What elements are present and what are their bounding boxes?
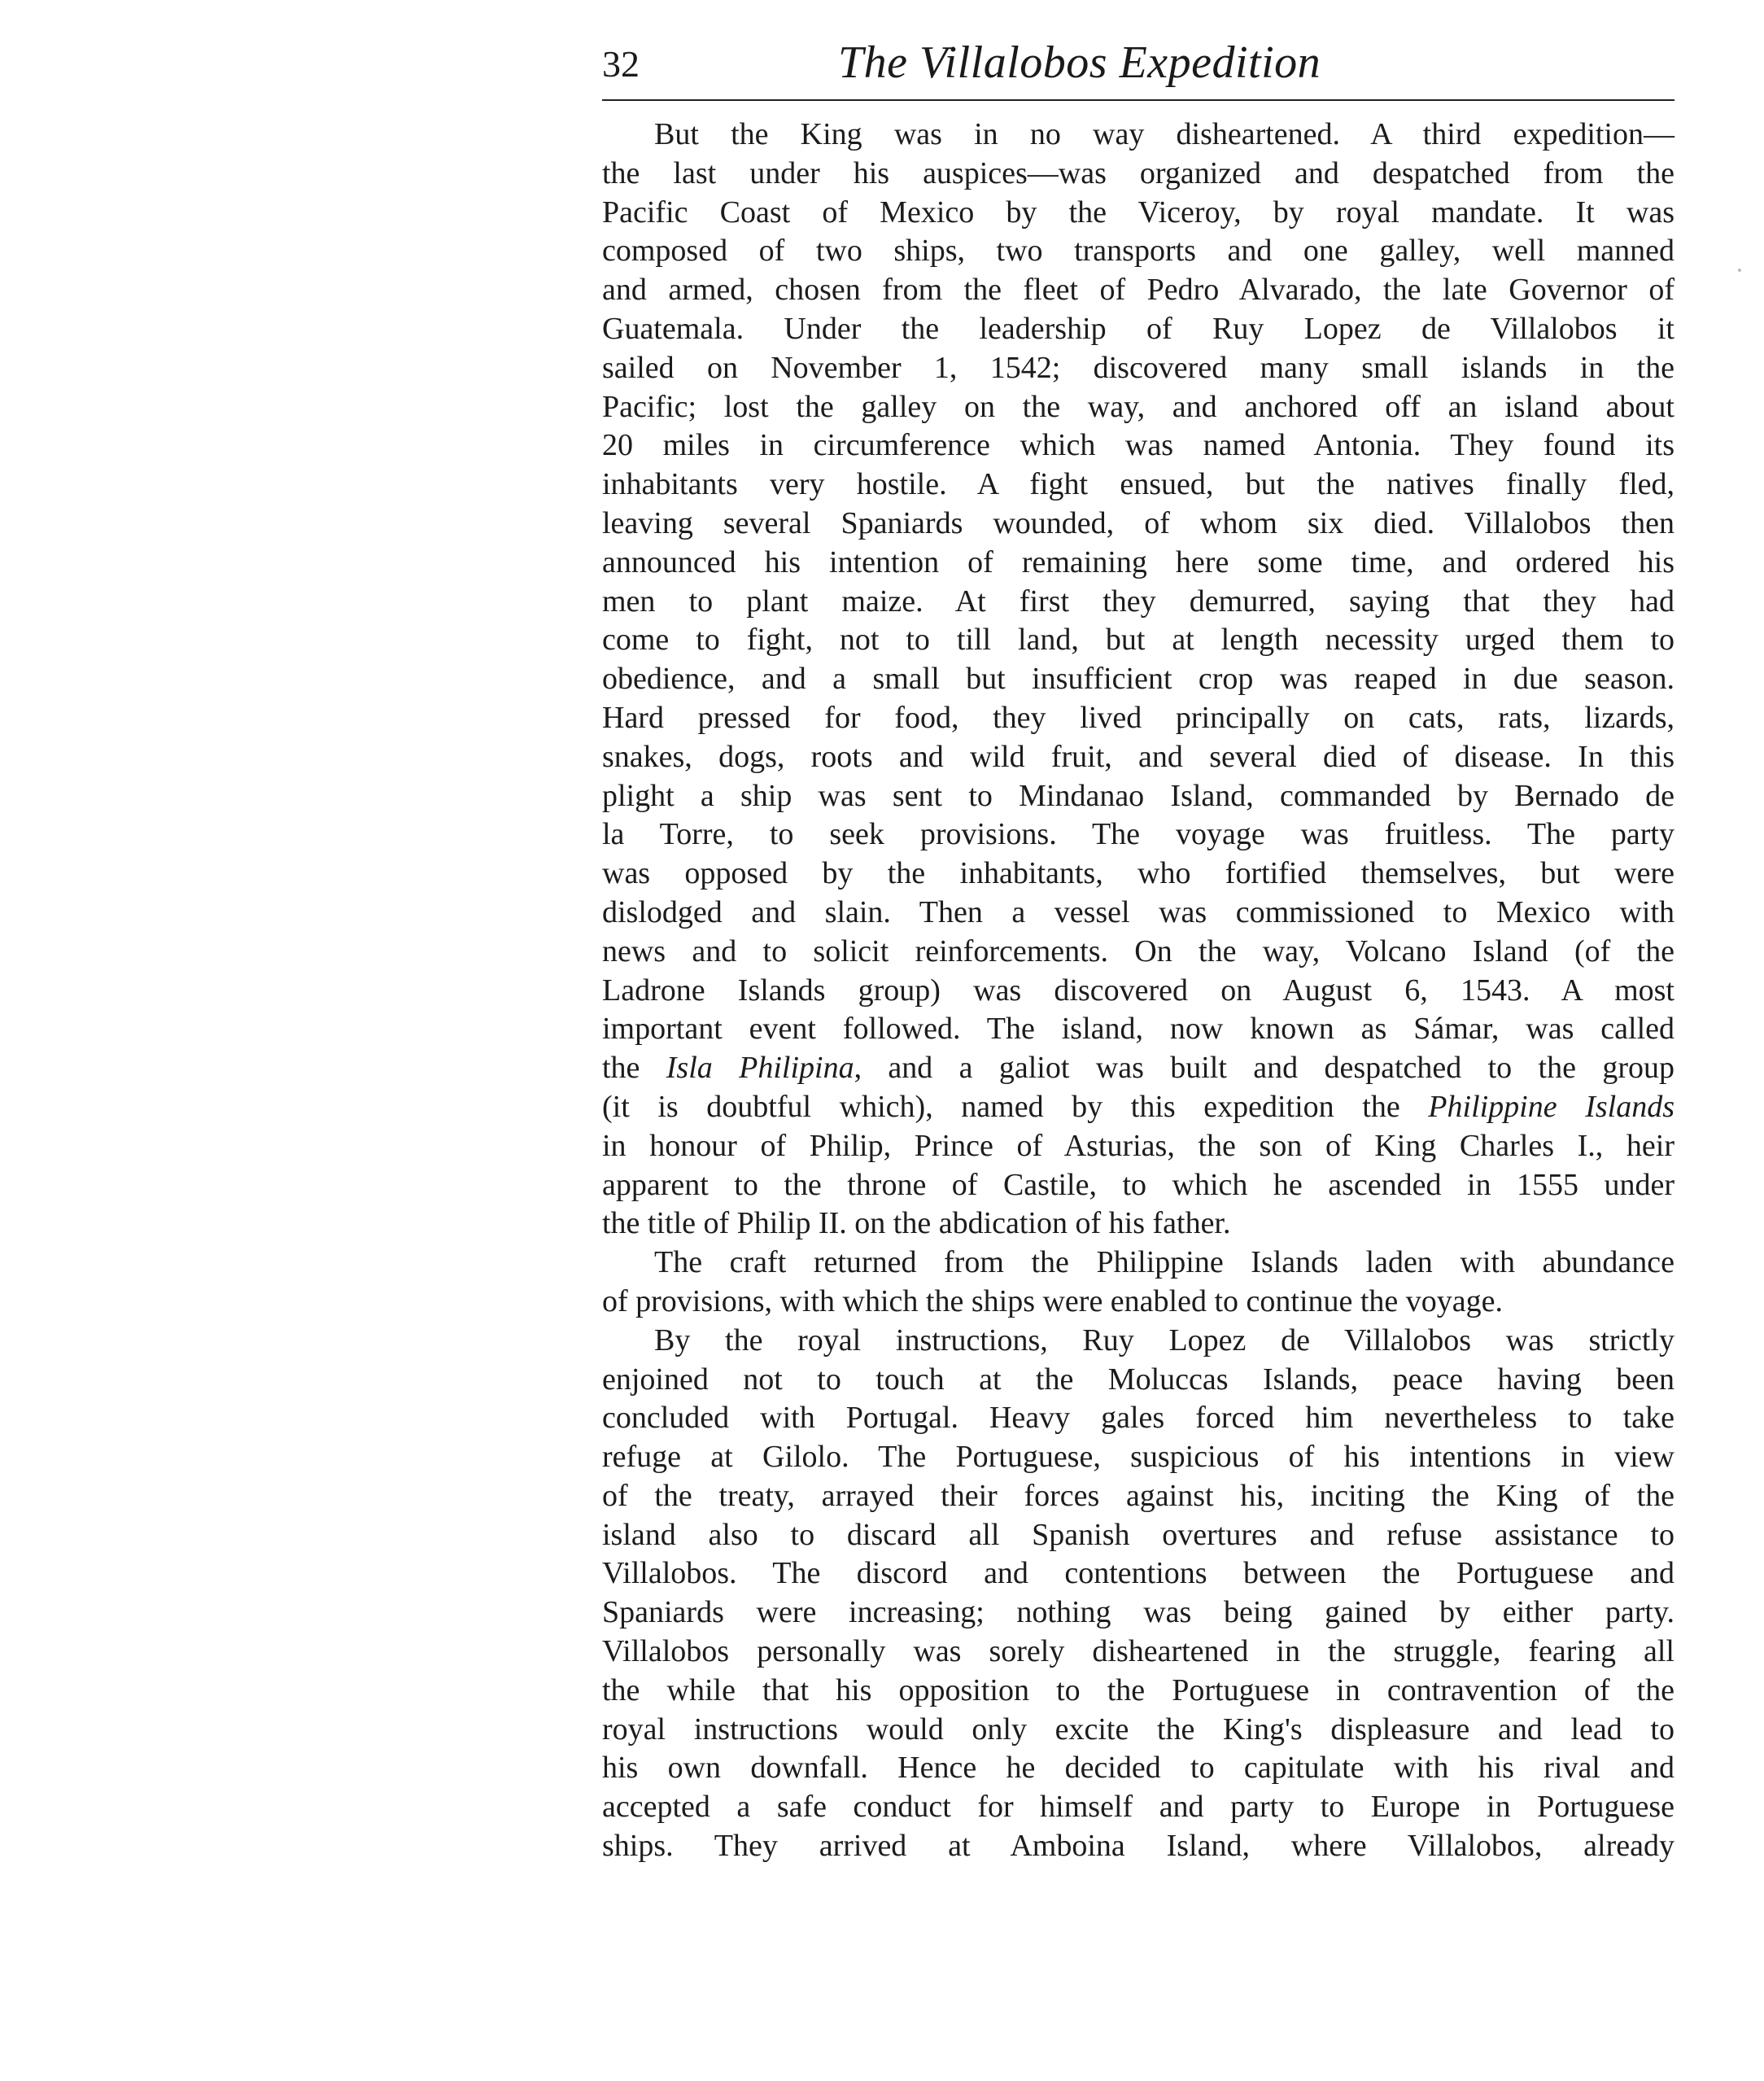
text-line: leaving several Spaniards wounded, of whom six died. Villalobos then: [602, 505, 1674, 540]
text-line: important event followed. The island, now known as Sámar, was called: [602, 1012, 1674, 1047]
paragraph-1: [602, 116, 1674, 1244]
text-line: the last under his auspices—was organized and despatched from the: [602, 155, 1674, 190]
text-fragment: the: [602, 1051, 666, 1086]
text-line: of provisions, with which the ships were enabled to continue the voyage.: [602, 1283, 1504, 1318]
text-line: But the King was in no way disheartened. A third expedition—: [654, 117, 1674, 151]
scan-speck: [1738, 269, 1741, 272]
text-line: Pacific; lost the galley on the way, and anchored off an island about: [602, 389, 1674, 424]
text-line: the while that his opposition to the Portuguese in contravention of the: [602, 1672, 1674, 1707]
text-line: snakes, dogs, roots and wild fruit, and several died of disease. In this: [602, 739, 1674, 774]
text-line: Pacific Coast of Mexico by the Viceroy, by royal mandate. It was: [602, 195, 1674, 230]
text-line: sailed on November 1, 1542; discovered many small islands in the: [602, 350, 1674, 385]
body-text: [602, 116, 1674, 1866]
text-line: obedience, and a small but insufficient crop was reaped in due season.: [602, 662, 1674, 697]
text-line: the title of Philip II. on the abdication of his father.: [602, 1206, 1231, 1241]
header-rule: [602, 99, 1674, 101]
text-line: refuge at Gilolo. The Portuguese, suspicious of his intentions in view: [602, 1440, 1674, 1475]
text-line: in honour of Philip, Prince of Asturias, the son of King Charles I., heir: [602, 1128, 1674, 1163]
text-line: island also to discard all Spanish overtures and refuse assistance to: [602, 1517, 1674, 1552]
running-head: [602, 33, 1674, 98]
text-line: enjoined not to touch at the Moluccas Islands, peace having been: [602, 1362, 1674, 1397]
text-line: [602, 1088, 1674, 1127]
text-line: of the treaty, arrayed their forces against his, inciting the King of the: [602, 1478, 1674, 1513]
text-line: Villalobos. The discord and contentions between the Portuguese and: [602, 1556, 1674, 1591]
italic-term-isla-philipina: Isla Philipina: [666, 1051, 854, 1086]
text-line: Spaniards were increasing; nothing was being gained by either party.: [602, 1595, 1674, 1630]
text-line: come to fight, not to till land, but at length necessity urged them to: [602, 623, 1674, 658]
paragraph-2: [602, 1244, 1674, 1322]
text-line: ships. They arrived at Amboina Island, where Villalobos, already: [602, 1829, 1674, 1864]
page-number: 32: [602, 43, 640, 85]
text-line: 20 miles in circumference which was named Antonia. They found its: [602, 428, 1674, 463]
text-line: By the royal instructions, Ruy Lopez de Villalobos was strictly: [654, 1322, 1674, 1357]
text-line: [602, 1049, 1674, 1088]
text-line: apparent to the throne of Castile, to which he ascended in 1555 under: [602, 1167, 1674, 1202]
text-line: his own downfall. Hence he decided to capitulate with his rival and: [602, 1751, 1674, 1786]
text-fragment: (it is doubtful which), named by this expedition the: [602, 1089, 1429, 1124]
italic-term-philippine-islands: Philippine Islands: [1428, 1089, 1674, 1124]
text-line: inhabitants very hostile. A fight ensued, but the natives finally fled,: [602, 467, 1674, 502]
text-line: Guatemala. Under the leadership of Ruy Lopez de Villalobos it: [602, 311, 1674, 346]
text-line: la Torre, to seek provisions. The voyage was fruitless. The party: [602, 817, 1674, 852]
text-line: and armed, chosen from the fleet of Pedro Alvarado, the late Governor of: [602, 273, 1674, 308]
text-line: royal instructions would only excite the King's displeasure and lead to: [602, 1712, 1674, 1747]
text-line: men to plant maize. At first they demurred, saying that they had: [602, 584, 1674, 619]
text-line: accepted a safe conduct for himself and party to Europe in Portuguese: [602, 1790, 1674, 1825]
paragraph-3: [602, 1322, 1674, 1866]
text-line: announced his intention of remaining here some time, and ordered his: [602, 544, 1674, 579]
text-fragment: , and a galiot was built and despatched to the group: [854, 1051, 1674, 1086]
text-line: news and to solicit reinforcements. On the way, Volcano Island (of the: [602, 933, 1674, 968]
running-title: The Villalobos Expedition: [838, 37, 1321, 88]
text-line: dislodged and slain. Then a vessel was commissioned to Mexico with: [602, 894, 1674, 929]
text-line: The craft returned from the Philippine Islands laden with abundance: [654, 1245, 1674, 1280]
text-line: Hard pressed for food, they lived principally on cats, rats, lizards,: [602, 700, 1674, 735]
text-line: concluded with Portugal. Heavy gales forced him nevertheless to take: [602, 1401, 1674, 1436]
text-line: composed of two ships, two transports and one galley, well manned: [602, 234, 1674, 269]
text-line: Villalobos personally was sorely disheartened in the struggle, fearing all: [602, 1634, 1674, 1669]
text-line: plight a ship was sent to Mindanao Island, commanded by Bernado de: [602, 778, 1674, 813]
text-line: was opposed by the inhabitants, who fortified themselves, but were: [602, 856, 1674, 891]
text-line: Ladrone Islands group) was discovered on August 6, 1543. A most: [602, 973, 1674, 1008]
